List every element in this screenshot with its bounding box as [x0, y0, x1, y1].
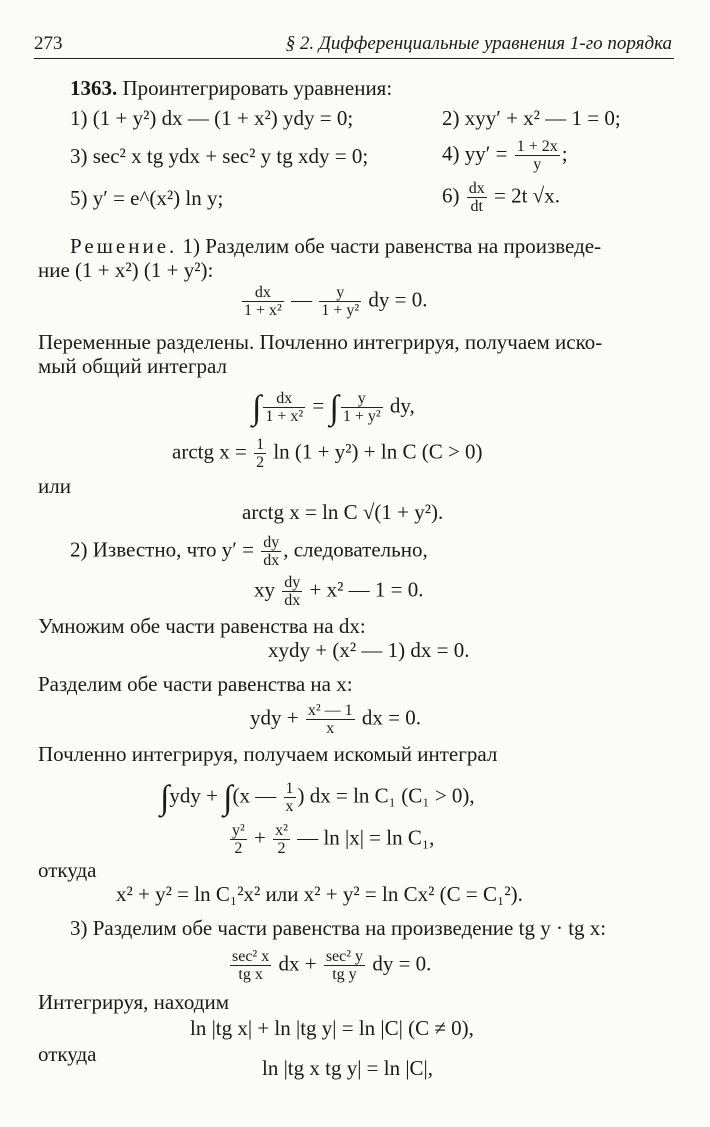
fraction-denominator: y [515, 155, 560, 173]
final-answer-2: x² + y² = ln C₁²x² или x² + y² = ln Cx² (C = C₁²). [116, 882, 523, 906]
solution-2-intro [70, 534, 428, 569]
equation-lhs: ydy + [250, 705, 299, 730]
fraction [254, 436, 266, 471]
fraction-denominator: 1 + y² [321, 302, 360, 319]
equation-tail: dy, [389, 393, 415, 418]
fraction [341, 390, 383, 425]
paragraph-line: Переменные разделены. Почленно интегрируя, получаем иско- [38, 330, 603, 354]
equation-multiplied: xydy + (x² — 1) dx = 0. [268, 638, 470, 662]
fraction-denominator: 1 + x² [265, 408, 304, 425]
fraction-denominator: 2 [230, 839, 247, 857]
equation-6-fraction [467, 180, 487, 215]
plus-sign: + [254, 825, 266, 850]
separated-equation [240, 284, 428, 319]
fraction-denominator: 1 + x² [244, 302, 282, 319]
page-number: 273 [34, 33, 63, 54]
fraction-denominator: x [306, 719, 355, 737]
integral-sign: ∫ [160, 779, 170, 817]
equation-6-lhs: 6) [442, 183, 460, 208]
equation-divided [250, 702, 421, 737]
paragraph-line: Почленно интегрируя, получаем искомый интеграл [38, 742, 498, 766]
equation-xy [254, 574, 423, 609]
fraction-numerator: dx [468, 180, 485, 197]
integrated-sum [228, 822, 434, 857]
paragraph-line: Умножим обе части равенства на dx: [38, 614, 366, 638]
fraction-numerator: y² [232, 822, 245, 839]
paragraph-line: Разделим обе части равенства на x: [38, 672, 353, 696]
equation-6-rhs: = 2t √x. [494, 183, 560, 208]
fraction-denominator: dx [263, 552, 280, 569]
fraction [306, 702, 355, 737]
minus-sign: — [291, 287, 313, 312]
problem-number: 1363. [70, 76, 118, 100]
equation-3: 3) sec² x tg ydx + sec² y tg xdy = 0; [70, 144, 369, 168]
equation-4-fraction [515, 138, 560, 173]
paragraph-line: мый общий интеграл [38, 354, 228, 378]
fraction-denominator: dt [467, 197, 487, 215]
solution-intro [70, 234, 601, 258]
equation-1: 1) (1 + y²) dx — (1 + x²) ydy = 0; [70, 106, 354, 130]
equation-rhs: — ln |x| = ln C₁, [297, 825, 435, 850]
fraction-numerator: 1 + 2x [516, 138, 558, 155]
fraction-denominator: 2 [256, 454, 265, 471]
integral-equation-2 [160, 780, 475, 815]
final-answer-1: arctg x = ln C √(1 + y²). [242, 500, 444, 524]
fraction-numerator: y [336, 284, 345, 301]
fraction-denominator: x [285, 798, 294, 815]
text-run: ydy + [169, 783, 218, 808]
fraction [282, 574, 302, 609]
text-run: dx + [278, 951, 317, 976]
integral-sign: ∫ [223, 779, 233, 817]
fraction [230, 948, 271, 983]
integral-sign: ∫ [252, 389, 262, 427]
header-rule [34, 58, 674, 59]
equation-5: 5) y′ = e^(x²) ln y; [70, 186, 224, 210]
equals-sign: = [312, 393, 325, 418]
solution-1-text-cont: ние (1 + x²) (1 + y²): [38, 258, 214, 282]
fraction-numerator: y [357, 390, 366, 407]
paragraph-line: Интегрируя, находим [38, 990, 229, 1014]
fraction [242, 284, 284, 319]
fraction-numerator: sec² y [325, 948, 364, 965]
text-run: , следовательно, [283, 537, 428, 562]
equation-lhs: xy [254, 577, 275, 602]
fraction-numerator: dx [276, 390, 293, 407]
word-whence: откуда [38, 858, 97, 882]
equation-4-lhs: 4) yy′ = [442, 141, 508, 166]
fraction [324, 948, 365, 983]
fraction [273, 822, 290, 857]
fraction-denominator: dx [284, 592, 301, 609]
fraction [284, 780, 296, 815]
solution-word: Решение. [70, 234, 178, 258]
fraction-numerator: 1 [256, 436, 265, 453]
equation-4 [442, 138, 568, 173]
solution-1-text: 1) Разделим обе части равенства на произведе- [182, 234, 602, 258]
equation-ln-final: ln |tg x tg y| = ln |C|, [262, 1056, 434, 1080]
fraction-numerator: dx [254, 284, 271, 301]
equation-rhs: dx = 0. [361, 705, 421, 730]
solution-3-intro: 3) Разделим обе части равенства на произведение tg y · tg x: [70, 916, 607, 940]
word-whence: откуда [38, 1042, 97, 1066]
word-or: или [38, 474, 71, 498]
integral-sign: ∫ [329, 389, 339, 427]
fraction [263, 390, 305, 425]
equation-ln: ln |tg x| + ln |tg y| = ln |C| (C ≠ 0), [190, 1016, 474, 1040]
fraction-numerator: sec² x [232, 948, 270, 965]
fraction-denominator: tg y [324, 965, 365, 983]
fraction-numerator: x² [275, 822, 288, 839]
problem-prompt: Проинтегрировать уравнения: [122, 76, 393, 100]
fraction-denominator: 2 [273, 839, 290, 857]
fraction [230, 822, 247, 857]
fraction [319, 284, 361, 319]
equation-rhs: ln (1 + y²) + ln C (C > 0) [273, 439, 483, 464]
running-header: § 2. Дифференциальные уравнения 1-го порядка [285, 33, 672, 54]
fraction-numerator: dy [263, 534, 280, 551]
problem-statement [70, 76, 392, 100]
separated-equation-3 [228, 948, 431, 983]
fraction-numerator: x² — 1 [307, 702, 353, 719]
equation-lhs: arctg x = [172, 439, 247, 464]
fraction-denominator: tg x [230, 965, 271, 983]
text-run: (x — [232, 783, 277, 808]
text-run: 2) Известно, что y′ = [70, 537, 254, 562]
equation-tail: dy = 0. [368, 287, 428, 312]
equation-6 [442, 180, 560, 215]
fraction-numerator: dy [284, 574, 301, 591]
general-integral [252, 390, 415, 425]
equation-4-end: ; [561, 141, 568, 166]
equation-tail: dy = 0. [372, 951, 432, 976]
fraction [261, 534, 281, 569]
fraction-denominator: 1 + y² [342, 408, 381, 425]
equation-rhs: + x² — 1 = 0. [309, 577, 424, 602]
arctg-equation [172, 436, 483, 471]
fraction-numerator: 1 [285, 780, 294, 797]
equation-2: 2) xyy′ + x² — 1 = 0; [442, 106, 621, 130]
text-run: ) dx = ln C₁ (C₁ > 0), [297, 783, 475, 808]
